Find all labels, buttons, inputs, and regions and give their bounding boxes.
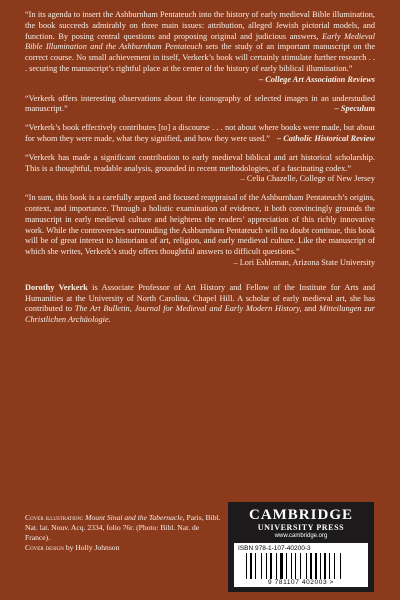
cover-credits — [25, 513, 225, 553]
cover-illustration-label: Cover illustration: — [25, 513, 84, 522]
review-quote-5 — [25, 193, 375, 269]
barcode-box — [234, 543, 368, 587]
review-quote-3 — [25, 123, 375, 145]
publisher-name: CAMBRIDGE — [248, 507, 353, 523]
cover-illustration-title: Mount Sinai and the Tabernacle — [85, 513, 183, 522]
bio-journals: The Art Bulletin, Journal for Medieval and Early Modern History, — [74, 304, 302, 314]
quote-source: – Speculum — [334, 104, 375, 114]
quote-text: “Verkerk’s book effectively contributes [to] a discourse . . . not about where books were made, but about for whom they were made, what they signified, and how they were used.” — [25, 123, 375, 143]
barcode-icon — [246, 553, 364, 579]
quote-text: sets the study of an important manuscript on the correct course. No small achievement in itself, Verkerk’s book will certainly stimulate further research . . . securing the manuscript’s rightful place at the center of the history of early biblical illumination.” — [25, 42, 376, 73]
author-bio — [25, 283, 375, 326]
review-quote-1 — [25, 10, 375, 86]
isbn-text: ISBN 978-1-107-40200-3 — [238, 545, 311, 552]
quote-source: – Catholic Historical Review — [277, 133, 375, 143]
barcode-number: 9 781107 402003 > — [268, 579, 334, 586]
cover-design-text: by Holly Johnson — [63, 543, 120, 552]
book-title: Early Medieval Bible Illumination and the Ashburnham Pentateuch — [25, 31, 375, 52]
review-quote-2 — [25, 94, 375, 116]
bio-text: and — [301, 304, 320, 314]
review-quote-4 — [25, 153, 375, 185]
bio-text: is Associate Professor of Art History and Fellow of the Institute for Arts and Humanities at the University of North Carolina, Chapel Hill. A scholar of early medieval art, she has contributed to — [25, 282, 375, 314]
cover-design-label: Cover design — [25, 543, 64, 552]
author-name: Dorothy Verkerk — [25, 282, 88, 292]
quote-source: – College Art Association Reviews — [258, 74, 375, 84]
cover-illustration-text: , Paris, Bibl. Nat. lat. Nouv. Acq. 2334, folio 76r. (Photo: Bibl. Nat. de France). — [25, 513, 221, 542]
publisher-block — [228, 502, 374, 592]
publisher-url: www.cambridge.org — [274, 533, 328, 539]
quote-text: “In sum, this book is a carefully argued and focused reappraisal of the Ashburnham Pentateuch’s origins, context, and importance. Through a holistic examination of evidence, it both convincingly grounds the manuscript in early medieval culture and heightens the readers’ appreciation of this richly innovative work. While the controversies surrounding the Ashburnham Pentateuch will no doubt continue, this book will be of great interest to historians of art, religion, and early medieval culture. Like the manuscript of which she writes, Verkerk’s study offers thoughtful answers to difficult questions.” — [25, 193, 375, 257]
quote-source: – Lori Eshleman, Arizona State University — [233, 257, 375, 267]
quote-text: “Verkerk has made a significant contribution to early medieval biblical and art historical scholarship. This is a thoughtful, readable analysis, grounded in recent methodologies, of a fascinating codex.” — [25, 152, 375, 173]
bio-journal-last: Mitteilungen zur Christlichen Archäologie. — [25, 304, 375, 325]
quote-text: “In its agenda to insert the Ashburnham Pentateuch into the history of early medieval Bible illumination, the book succeeds admirably on three main issues: attribution, alleged Jewish pictorial models, and function. By posing central questions and proposing original and judicious answers, — [25, 10, 375, 41]
quote-text: “Verkerk offers interesting observations about the iconography of selected images in an understudied manuscript.” — [25, 93, 375, 114]
publisher-press: UNIVERSITY PRESS — [257, 523, 345, 532]
quote-source: – Celia Chazelle, College of New Jersey — [240, 174, 375, 184]
